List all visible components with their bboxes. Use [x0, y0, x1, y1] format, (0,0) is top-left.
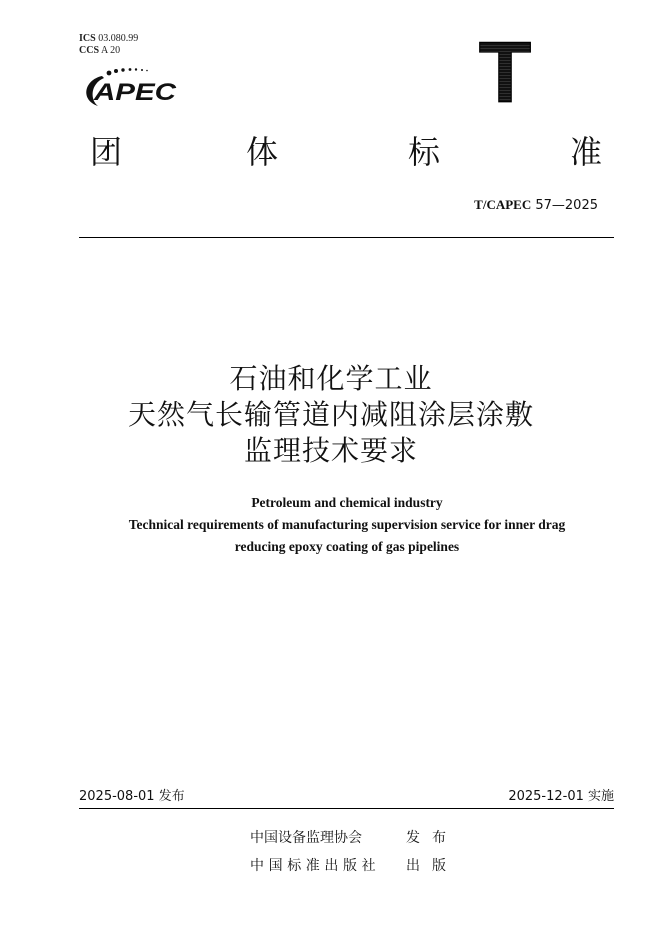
standard-number-value: 57—2025 — [535, 198, 598, 213]
publisher-name: 中国设备监理协会 — [250, 830, 362, 846]
press-role: 出版 — [406, 858, 458, 874]
bottom-divider — [79, 808, 614, 809]
category-char: 准 — [570, 133, 603, 171]
category-char: 团 — [90, 133, 123, 171]
press-name: 中国标准出版社 — [250, 858, 381, 874]
logo-text: APEC — [92, 79, 177, 106]
title-cn-line: 天然气长输管道内减阻涂层涂敷 — [127, 398, 534, 431]
title-en-line: reducing epoxy coating of gas pipelines — [234, 539, 460, 554]
standard-number — [474, 197, 598, 213]
top-divider — [79, 237, 614, 238]
title-en-line: Technical requirements of manufacturing supervision service for inner drag — [128, 517, 566, 532]
ccs-code: CCS A 20 — [79, 45, 121, 56]
ics-code: ICS 03.080.99 — [79, 33, 139, 44]
publisher-role: 发布 — [406, 830, 458, 846]
category-char: 标 — [408, 133, 441, 171]
category-char: 体 — [246, 133, 279, 171]
standard-mark-letter: T — [478, 36, 532, 106]
standard-number-prefix: T/CAPEC — [474, 197, 532, 212]
press-row — [250, 857, 458, 875]
issue-date: 2025-08-01 发布 — [79, 789, 185, 804]
standard-type-mark — [474, 36, 536, 106]
title-cn-line: 监理技术要求 — [243, 434, 418, 467]
title-en-line: Petroleum and chemical industry — [251, 495, 443, 510]
publisher-row — [250, 829, 458, 847]
title-cn-line: 石油和化学工业 — [229, 362, 433, 395]
ics-value: 03.080.99 — [98, 33, 139, 44]
ccs-value: A 20 — [100, 45, 121, 56]
capec-logo — [78, 62, 188, 112]
implementation-date: 2025-12-01 实施 — [508, 789, 614, 804]
